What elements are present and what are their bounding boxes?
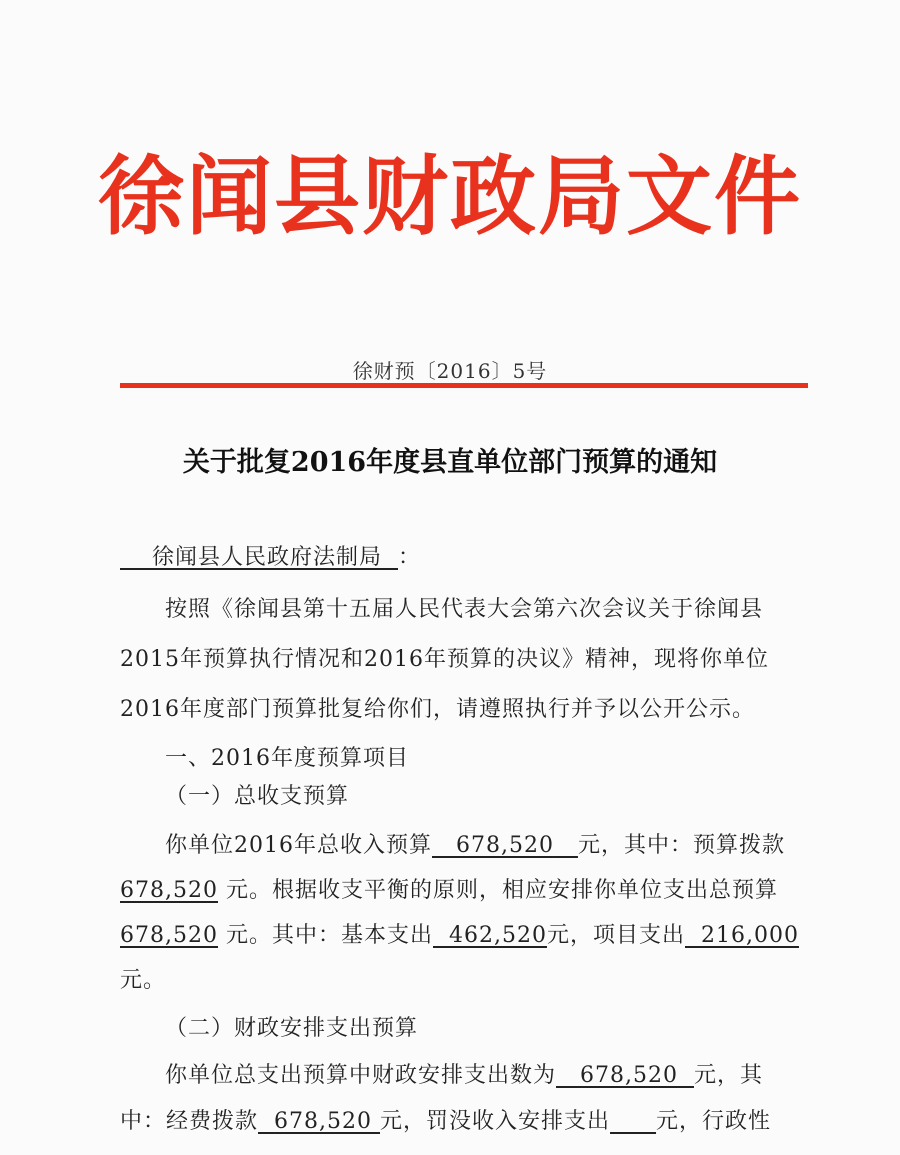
recipient-line [120, 540, 800, 571]
notice-title: 关于批复2016年度县直单位部门预算的通知 [182, 447, 718, 478]
total-income-value: 678,520 [455, 833, 554, 858]
para3-line1: 你单位总支出预算中财政安排支出数为 678,520 元，其 [165, 1063, 763, 1088]
para1-line2: 2015年预算执行情况和2016年预算的决议》精神，现将你单位 [120, 647, 769, 672]
sub1-heading: （一）总收支预算 [165, 784, 350, 809]
funding-value: 678,520 [274, 1109, 372, 1134]
para3-line2: 中：经费拨款 678,520 元，罚没收入安排支出 元，行政性 [120, 1109, 772, 1134]
recipient-name: 徐闻县人民政府法制局 [151, 545, 382, 570]
sub2-heading: （二）财政安排支出预算 [165, 1016, 419, 1041]
recipient-colon: ： [398, 545, 422, 570]
para2-line4: 元。 [120, 968, 167, 993]
fines-blank [610, 1109, 656, 1134]
para1-line1: 按照《徐闻县第十五届人民代表大会第六次会议关于徐闻县 [165, 597, 764, 622]
para1-line3: 2016年度部门预算批复给你们，请遵照执行并予以公开公示。 [120, 697, 755, 722]
fiscal-expense-value: 678,520 [580, 1063, 678, 1088]
section1-heading: 一、2016年度预算项目 [165, 746, 409, 771]
para2-line2: 678,520 元。根据收支平衡的原则，相应安排你单位支出总预算 [120, 878, 778, 903]
project-expense-value: 216,000 [701, 923, 799, 948]
total-expense-value: 678,520 [120, 923, 218, 948]
para2-line1: 你单位2016年总收入预算 678,520 元，其中：预算拨款 [165, 833, 785, 858]
para2-line3: 678,520 元。其中：基本支出 462,520元，项目支出 216,000 [120, 923, 799, 948]
basic-expense-value: 462,520 [449, 923, 547, 948]
red-divider [120, 383, 808, 388]
document-number: 徐财预〔2016〕5号 [352, 359, 548, 383]
appropriation-value: 678,520 [120, 878, 218, 903]
issuer-title: 徐闻县财政局文件 [98, 147, 802, 247]
